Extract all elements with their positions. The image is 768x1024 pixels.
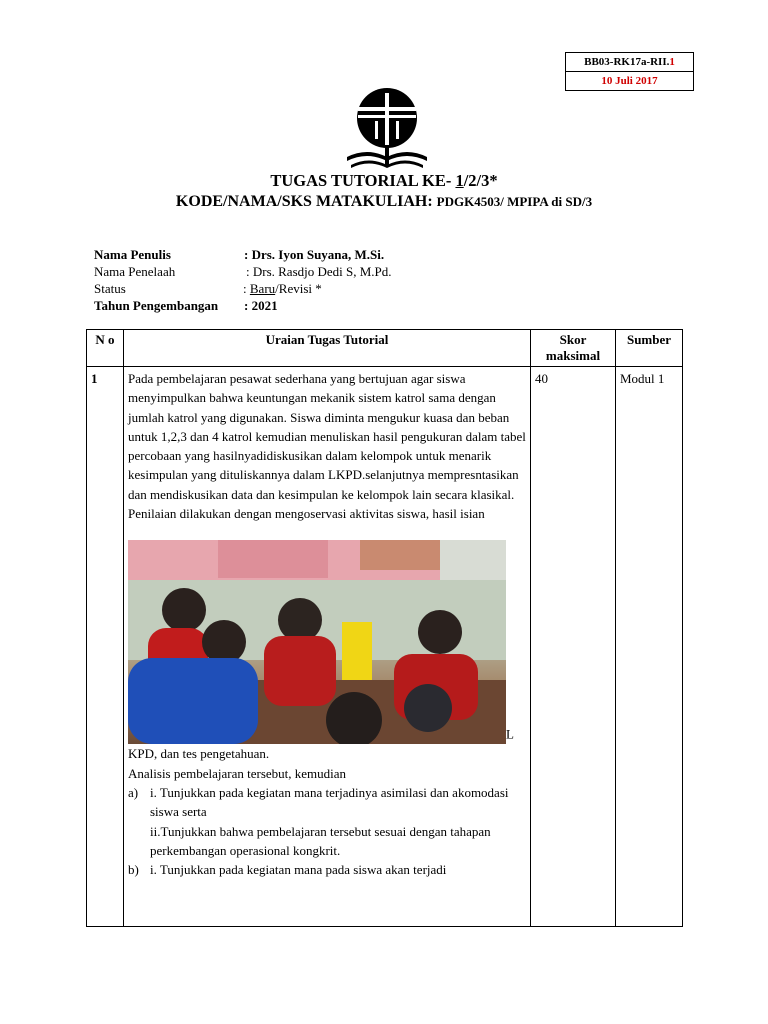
header-sumber: Sumber bbox=[616, 330, 683, 367]
assignment-title: TUGAS TUTORIAL KE- 1/2/3* bbox=[270, 171, 498, 190]
task-table bbox=[86, 329, 683, 927]
document-code: BB03-RK17a-RII.1 bbox=[566, 53, 693, 72]
task-description: Pada pembelajaran pesawat sederhana yang bertujuan agar siswa menyimpulkan bahwa keuntungan mekanik sistem katrol sama dengan jumlah katrol yang digunakan. Siswa diminta mengukur kuasa dan beban untuk 1,2,3 dan 4 katrol kemudian menuliskan hasil pengukuran dalam tabel percobaan yang hasilnyadidiskusikan dalam kelompok untuk menarik kesimpulan yang dituliskannya dalam LKPD.selanjutnya mempresntasikan dan mendiskusikan data dan kesimpulan ke kelompok lain secara klasikal. Penilaian dilakukan dengan mengoservasi aktivitas siswa, hasil isian L KPD, dan tes pengetahuan. Analisis pembelajaran tersebut, kemudian a) i. Tunjukkan pada kegiatan mana terjadinya asimilasi dan akomodasi siswa serta ii.Tunjukkan bahwa pembelajaran tersebut sesuai dengan tahapan perkembangan operasional kongkrit. b) i. Tunjukkan pada kegiatan mana pada siswa akan terjadi bbox=[124, 367, 531, 927]
course-title: KODE/NAMA/SKS MATAKULIAH: PDGK4503/ MPIPA di SD/3 bbox=[175, 193, 593, 210]
list-item: b) i. Tunjukkan pada kegiatan mana pada siswa akan terjadi bbox=[128, 862, 447, 878]
row-number: 1 bbox=[87, 367, 124, 927]
university-logo-icon bbox=[345, 85, 429, 171]
classroom-photo bbox=[128, 540, 506, 744]
table-header-row bbox=[87, 330, 683, 367]
table-row bbox=[87, 367, 683, 927]
max-score: 40 bbox=[531, 367, 616, 927]
header-no: N o bbox=[87, 330, 124, 367]
list-item: a) i. Tunjukkan pada kegiatan mana terjadinya asimilasi dan akomodasi siswa serta ii.Tunjukkan bahwa pembelajaran tersebut sesuai dengan tahapan perkembangan operasional kongkrit. bbox=[128, 784, 509, 858]
header-uraian: Uraian Tugas Tutorial bbox=[124, 330, 531, 367]
document-code-box bbox=[565, 52, 694, 91]
task-paragraph: Pada pembelajaran pesawat sederhana yang bertujuan agar siswa menyimpulkan bahwa keuntungan mekanik sistem katrol sama dengan jumlah katrol yang digunakan. Siswa diminta mengukur kuasa dan beban untuk 1,2,3 dan 4 katrol kemudian menuliskan hasil pengukuran dalam tabel percobaan yang hasilnyadidiskusikan dalam kelompok untuk menarik kesimpulan yang dituliskannya dalam LKPD.selanjutnya mempresntasikan dan mendiskusikan data dan kesimpulan ke kelompok lain secara klasikal. Penilaian dilakukan dengan mengoservasi aktivitas siswa, hasil isian bbox=[128, 371, 526, 522]
source: Modul 1 bbox=[616, 367, 683, 927]
header-skor: Skor maksimal bbox=[531, 330, 616, 367]
document-date: 10 Juli 2017 bbox=[601, 75, 658, 87]
